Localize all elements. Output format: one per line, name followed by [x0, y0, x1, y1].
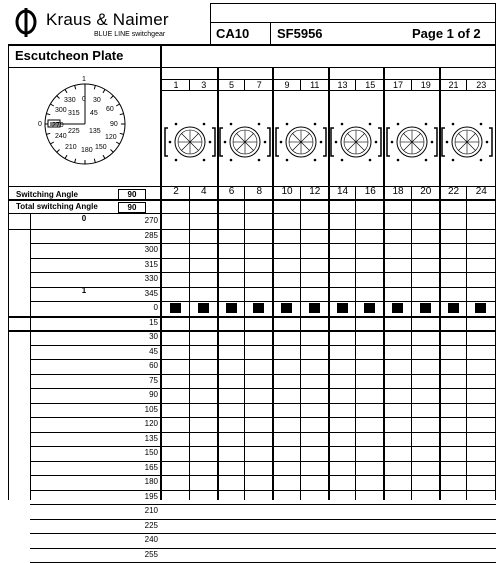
terminal-top: 3 [201, 80, 207, 90]
brand-logo [14, 6, 204, 42]
closed-contact-mark [253, 303, 264, 313]
closed-contact-mark [309, 303, 320, 313]
closed-contact-mark [392, 303, 403, 313]
angle-label: 60 [149, 361, 158, 370]
terminal-top: 17 [392, 80, 403, 90]
angle-label: 180 [144, 477, 158, 486]
escutcheon-title: Escutcheon Plate [15, 48, 124, 63]
terminal-top: 9 [284, 80, 290, 90]
angle-label: 345 [144, 288, 158, 298]
angle-label: 315 [144, 259, 158, 269]
dial-label: 120 [105, 134, 117, 141]
terminal-bottom: 6 [228, 186, 235, 197]
closed-contact-mark [364, 303, 375, 313]
angle-label: 15 [149, 317, 158, 327]
closed-contact-mark [448, 303, 459, 313]
angle-label: 120 [144, 419, 158, 428]
terminal-top: 13 [337, 80, 348, 90]
dial-label: 150 [95, 144, 107, 151]
contact-deck-symbol [328, 112, 384, 172]
angle-label: 90 [149, 390, 158, 399]
brand-name: Kraus & Naimer [46, 10, 169, 29]
phi-logo-icon [14, 8, 44, 38]
angle-label: 45 [149, 346, 158, 356]
terminal-bottom: 24 [475, 186, 487, 197]
terminal-top: 23 [476, 80, 487, 90]
angle-label: 150 [144, 448, 158, 457]
terminal-top: 5 [228, 80, 234, 90]
contact-deck-symbol [273, 112, 329, 172]
angle-label: 0 [153, 303, 158, 312]
position-1-label: 1 [81, 286, 87, 295]
dial-label: 135 [89, 128, 101, 135]
angle-label: 255 [144, 549, 158, 559]
angle-label: 270 [144, 216, 158, 225]
terminal-top: 21 [448, 80, 459, 90]
total-switching-angle-value: 90 [118, 202, 146, 213]
terminal-bottom: 16 [364, 186, 376, 197]
terminal-top: 15 [365, 80, 376, 90]
closed-contact-mark [281, 303, 292, 313]
dial-label: 240 [55, 133, 67, 140]
terminal-bottom: 8 [256, 186, 263, 197]
angle-label: 240 [144, 535, 158, 544]
dial-label: 45 [90, 110, 98, 117]
angle-label: 195 [144, 491, 158, 501]
terminal-top: 1 [173, 80, 179, 90]
terminal-bottom: 4 [200, 186, 207, 197]
dial-label: 330 [64, 97, 76, 104]
escutcheon-dial [10, 72, 160, 182]
terminal-bottom: 14 [336, 186, 349, 197]
contact-deck-symbol [439, 112, 495, 172]
angle-label: 165 [144, 462, 158, 472]
dial-label: 0 [82, 96, 86, 103]
contact-deck-symbol [384, 112, 440, 172]
angle-label: 300 [144, 245, 158, 254]
angle-label: 75 [149, 375, 158, 385]
angle-label: 135 [144, 433, 158, 443]
dial-label: 270 [52, 122, 64, 129]
dial-label: 315 [68, 110, 80, 117]
terminal-top: 7 [256, 80, 262, 90]
angle-label: 105 [144, 404, 158, 414]
closed-contact-mark [170, 303, 181, 313]
terminal-bottom: 12 [309, 186, 321, 197]
switching-angle-label: Switching Angle [16, 190, 78, 199]
angle-label: 330 [144, 274, 158, 283]
dial-label: 30 [93, 97, 101, 104]
switching-angle-value: 90 [118, 189, 146, 200]
model-code: CA10 [216, 26, 250, 41]
dial-label: 210 [65, 144, 77, 151]
total-switching-angle-label: Total switching Angle [16, 202, 98, 211]
angle-label: 210 [144, 506, 158, 515]
terminal-bottom: 2 [173, 186, 179, 197]
closed-contact-mark [226, 303, 237, 313]
dial-label: 90 [110, 121, 118, 128]
closed-contact-mark [337, 303, 348, 313]
closed-contact-mark [475, 303, 486, 313]
page-indicator: Page 1 of 2 [412, 26, 481, 41]
terminal-bottom: 20 [420, 186, 432, 197]
angle-label: 225 [144, 520, 158, 530]
dial-top-label: 1 [82, 76, 86, 83]
dial-label: 225 [68, 128, 80, 135]
position-0-label: 0 [81, 214, 87, 223]
brand-tagline: BLUE LINE switchgear [94, 31, 166, 38]
dial-label: 180 [81, 147, 93, 154]
closed-contact-mark [420, 303, 431, 313]
angle-label: 30 [149, 332, 158, 341]
closed-contact-mark [198, 303, 209, 313]
terminal-bottom: 18 [392, 186, 404, 197]
terminal-bottom: 22 [447, 186, 460, 197]
angle-label: 285 [144, 230, 158, 240]
terminal-top: 19 [420, 80, 431, 90]
terminal-top: 11 [310, 80, 320, 90]
part-code: SF5956 [277, 26, 323, 41]
contact-deck-symbol [217, 112, 273, 172]
terminal-bottom: 10 [281, 186, 293, 197]
dial-label: 300 [55, 107, 67, 114]
dial-left-label: 0 [38, 121, 42, 128]
dial-label: 60 [106, 106, 114, 113]
contact-deck-symbol [162, 112, 218, 172]
